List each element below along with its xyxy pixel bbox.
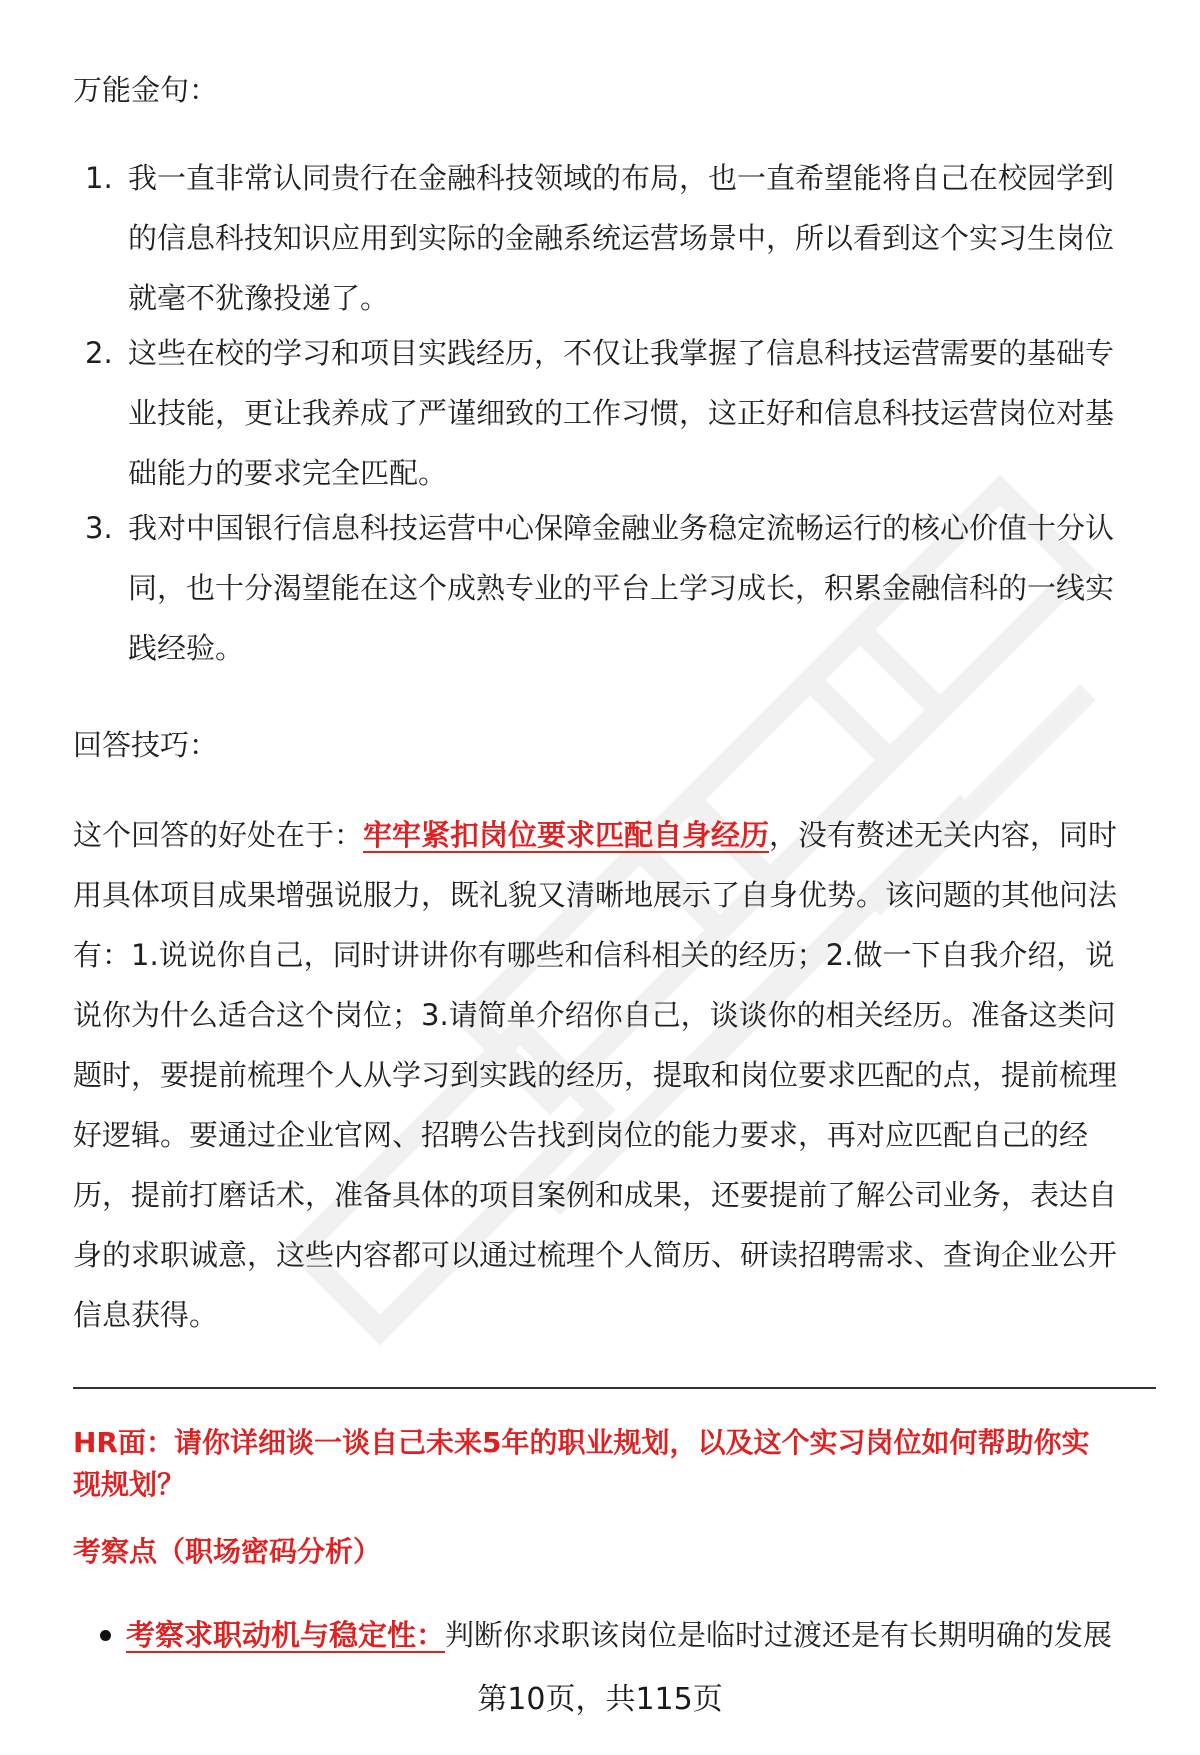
tips-line: 有：1.说说你自己，同时讲讲你有哪些和信科相关的经历；2.做一下自我介绍，说: [73, 938, 1115, 972]
tips-paragraph: [73, 805, 1153, 1345]
tips-prefix: 这个回答的好处在于：: [73, 818, 364, 852]
bullet-dot-icon: [100, 1630, 111, 1641]
assessment-title: 考察点（职场密码分析）: [73, 1535, 382, 1568]
page-number: 第10页，共115页: [477, 1682, 723, 1717]
golden-section-label-wrap: [73, 60, 1153, 120]
golden-sentences-list: [73, 148, 1153, 678]
list-item-number: 3.: [85, 511, 113, 545]
tips-line: 历，提前打磨话术，准备具体的项目案例和成果，还要提前了解公司业务，表达自: [73, 1178, 1118, 1212]
tips-line: 信息获得。: [73, 1298, 219, 1332]
tips-line: [73, 805, 1153, 865]
list-item: [73, 498, 1153, 678]
tips-highlight: 牢牢紧扣岗位要求匹配自身经历: [363, 818, 770, 852]
list-item-number: 1.: [85, 161, 113, 195]
hr-question-line: 现规划？: [73, 1468, 186, 1501]
hr-question: [73, 1422, 1153, 1506]
tips-suffix: ，没有赘述无关内容，同时: [769, 818, 1118, 852]
list-item-line: 践经验。: [128, 631, 245, 665]
assessment-title-wrap: [73, 1532, 1153, 1572]
golden-section-label: 万能金句：: [73, 73, 219, 107]
list-item-line: 我一直非常认同贵行在金融科技领域的布局，也一直希望能将自己在校园学到: [128, 161, 1115, 195]
tips-line: 好逻辑。要通过企业官网、招聘公告找到岗位的能力要求，再对应匹配自己的经: [73, 1118, 1089, 1152]
list-item-line: 同，也十分渴望能在这个成熟专业的平台上学习成长，积累金融信科的一线实: [128, 571, 1115, 605]
list-item-number: 2.: [85, 336, 113, 370]
list-item-line: 我对中国银行信息科技运营中心保障金融业务稳定流畅运行的核心价值十分认: [128, 511, 1115, 545]
hr-question-line: HR面：请你详细谈一谈自己未来5年的职业规划，以及这个实习岗位如何帮助你实: [73, 1426, 1090, 1459]
list-item-line: 的信息科技知识应用到实际的金融系统运营场景中，所以看到这个实习生岗位: [128, 221, 1115, 255]
bullet-text-wrap: [126, 1605, 1112, 1665]
tips-line: 用具体项目成果增强说服力，既礼貌又清晰地展示了自身优势。该问题的其他问法: [73, 878, 1118, 912]
tips-line: 说你为什么适合这个岗位；3.请简单介绍你自己，谈谈你的相关经历。准备这类问: [73, 998, 1116, 1032]
tips-line: 身的求职诚意，这些内容都可以通过梳理个人简历、研读招聘需求、查询企业公开: [73, 1238, 1118, 1272]
list-item-line: 业技能，更让我养成了严谨细致的工作习惯，这正好和信息科技运营岗位对基: [128, 396, 1115, 430]
bullet-highlight: 考察求职动机与稳定性：: [126, 1618, 446, 1652]
list-item: [73, 148, 1153, 328]
list-item: [73, 323, 1153, 503]
tips-line: 题时，要提前梳理个人从学习到实践的经历，提取和岗位要求匹配的点，提前梳理: [73, 1058, 1118, 1092]
tips-section-label: 回答技巧：: [73, 728, 219, 762]
bullet-text: 判断你求职该岗位是临时过渡还是有长期明确的发展: [445, 1618, 1113, 1652]
list-item-line: 就毫不犹豫投递了。: [128, 281, 390, 315]
section-divider: [73, 1387, 1156, 1389]
list-item-line: 这些在校的学习和项目实践经历，不仅让我掌握了信息科技运营需要的基础专: [128, 336, 1115, 370]
tips-section-label-wrap: [73, 715, 1153, 775]
list-item-line: 础能力的要求完全匹配。: [128, 456, 448, 490]
